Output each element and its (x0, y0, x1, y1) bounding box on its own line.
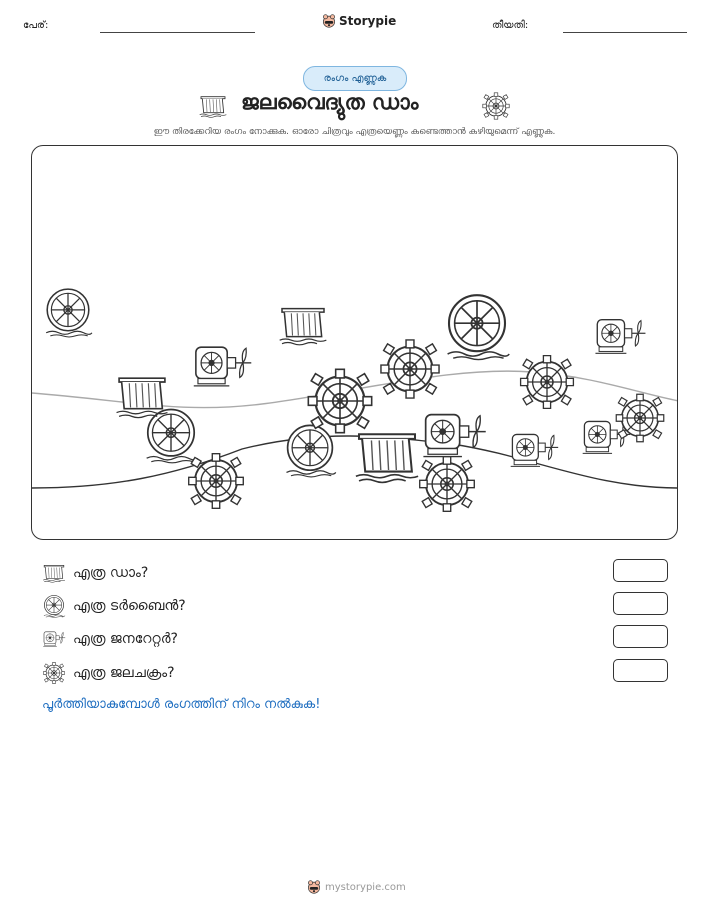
question-dam (41, 560, 148, 586)
storypie-logo-icon (322, 14, 336, 28)
footer (307, 880, 406, 894)
water-wheel-icon (42, 661, 66, 685)
date-label: തീയതി: (492, 20, 529, 31)
name-label: പേര്: (23, 20, 49, 31)
question-text: എത്ര ടർബൈൻ? (73, 598, 186, 614)
dam-icon (198, 94, 228, 118)
question-generator (41, 626, 178, 652)
water-wheel-5[interactable] (189, 454, 244, 509)
water-wheel-4[interactable] (616, 394, 664, 442)
dam-3[interactable] (356, 434, 418, 482)
question-text: എത്ര ജനറേറ്റർ? (73, 631, 178, 647)
water-wheel-2[interactable] (521, 356, 574, 409)
generator-3[interactable] (423, 415, 485, 457)
dam-icon (42, 563, 66, 583)
instruction-text: ഈ തിരക്കേറിയ രംഗം നോക്കുക. ഓരോ ചിത്രവും എത്രയെണ്ണം കണ്ടെത്താൻ കഴിയുമെന്ന് എണ്ണുക. (153, 127, 556, 137)
water-wheel-3[interactable] (308, 369, 371, 432)
turbine-4[interactable] (286, 425, 335, 477)
finish-note: പൂർത്തിയാകുമ്പോൾ രംഗത്തിന് നിറം നൽകുക! (42, 697, 321, 712)
brand-logo (322, 14, 396, 28)
activity-badge: രംഗം എണ്ണുക (303, 66, 407, 91)
answer-box-generator[interactable] (613, 625, 668, 648)
storypie-logo-icon (307, 880, 321, 894)
counting-scene (31, 145, 678, 540)
water-line-lower (32, 436, 678, 488)
question-water-wheel (41, 660, 175, 686)
turbine-icon (42, 594, 66, 618)
question-turbine (41, 593, 186, 619)
page-title: ജലവൈദ്യുത ഡാം (241, 90, 419, 114)
date-line[interactable] (563, 32, 687, 33)
answer-box-water-wheel[interactable] (613, 659, 668, 682)
turbine-2[interactable] (448, 295, 510, 359)
generator-icon (42, 630, 66, 648)
answer-box-dam[interactable] (613, 559, 668, 582)
answer-box-turbine[interactable] (613, 592, 668, 615)
turbine-3[interactable] (147, 409, 198, 462)
footer-url[interactable]: mystorypie.com (325, 881, 406, 893)
question-text: എത്ര ജലചക്രം? (73, 665, 175, 681)
generator-4[interactable] (511, 434, 559, 466)
turbine-1[interactable] (46, 289, 92, 337)
dam-1[interactable] (280, 309, 327, 345)
water-wheel-1[interactable] (381, 340, 439, 398)
water-wheel-6[interactable] (420, 457, 475, 512)
name-line[interactable] (100, 32, 255, 33)
generator-1[interactable] (194, 347, 252, 386)
brand-name: Storypie (339, 14, 397, 28)
question-text: എത്ര ഡാം? (73, 565, 149, 581)
generator-2[interactable] (595, 320, 645, 354)
water-wheel-icon (481, 91, 511, 121)
